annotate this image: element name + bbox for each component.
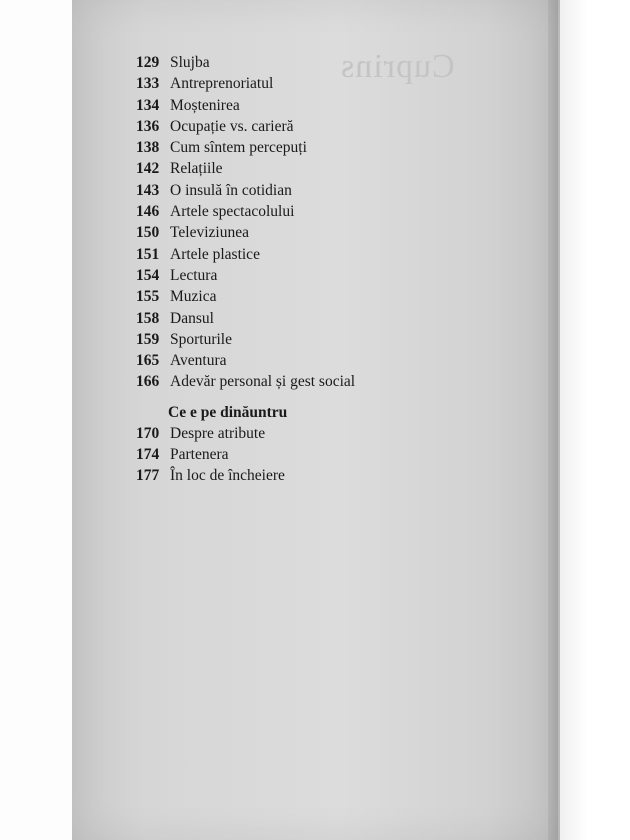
toc-page-number: 138: [136, 139, 160, 157]
toc-entry: [136, 73, 355, 94]
background-left: [0, 0, 72, 840]
toc-page-number: 150: [136, 224, 160, 242]
toc-title: Televiziunea: [170, 224, 249, 242]
toc-entry: [136, 158, 355, 179]
toc-entry: [136, 116, 355, 137]
toc-title: Cum sîntem percepuți: [170, 139, 307, 157]
toc-entry: [136, 465, 355, 486]
toc-title: Sporturile: [170, 330, 232, 348]
toc-title: Adevăr personal și gest social: [170, 373, 356, 391]
toc-title: Despre atribute: [170, 424, 266, 442]
toc-title: O insulă în cotidian: [170, 181, 292, 199]
toc-entry: [136, 137, 355, 158]
toc-entry: [136, 52, 355, 73]
toc-page-number: 159: [136, 330, 160, 348]
toc-title: Muzica: [170, 288, 217, 306]
toc-page-number: 142: [136, 160, 160, 178]
toc-entry: [136, 444, 355, 465]
toc-title: Moștenirea: [170, 96, 240, 114]
toc-page-number: 166: [136, 373, 160, 391]
section-heading: Ce e pe dinăuntru: [168, 403, 288, 421]
toc-entry: [136, 371, 355, 392]
toc-entry: [136, 423, 355, 444]
toc-entry: [136, 265, 355, 286]
toc-page-number: 143: [136, 181, 160, 199]
toc-page-number: 146: [136, 203, 160, 221]
toc-title: Antreprenoriatul: [170, 75, 274, 93]
toc-entry: [136, 180, 355, 201]
toc-page-number: 136: [136, 117, 160, 135]
toc-entry: [136, 95, 355, 116]
background-right: [560, 0, 630, 840]
toc-title: Ocupație vs. carieră: [170, 117, 294, 135]
toc-page-number: 170: [136, 424, 160, 442]
toc-title: Lectura: [170, 266, 218, 284]
toc-title: Artele spectacolului: [170, 203, 295, 221]
toc-entry: [136, 308, 355, 329]
toc-page-number: 154: [136, 266, 160, 284]
toc-entry: [136, 201, 355, 222]
toc-title: Dansul: [170, 309, 214, 327]
toc-page-number: 129: [136, 54, 160, 71]
toc-page-number: 174: [136, 446, 160, 464]
toc-page-number: 177: [136, 467, 160, 485]
toc-page-number: 165: [136, 352, 160, 370]
toc-page-number: 158: [136, 309, 160, 327]
toc-title: Slujba: [170, 54, 210, 71]
toc-page-number: 134: [136, 96, 160, 114]
page-gutter-shadow: [548, 0, 558, 840]
toc-entry: [136, 244, 355, 265]
toc-title: În loc de încheiere: [170, 467, 285, 485]
toc-page-number: 151: [136, 245, 160, 263]
bleed-through-title: Cuprins: [340, 48, 455, 85]
toc-title: Partenera: [170, 446, 229, 464]
toc-entry: [136, 286, 355, 307]
toc-entry: [136, 350, 355, 371]
toc-page-number: 155: [136, 288, 160, 306]
toc-entry: [136, 329, 355, 350]
table-of-contents: [136, 52, 355, 487]
toc-page-number: 133: [136, 75, 160, 93]
toc-title: Artele plastice: [170, 245, 260, 263]
toc-entry: [136, 222, 355, 243]
toc-title: Relațiile: [170, 160, 223, 178]
toc-title: Aventura: [170, 352, 227, 370]
